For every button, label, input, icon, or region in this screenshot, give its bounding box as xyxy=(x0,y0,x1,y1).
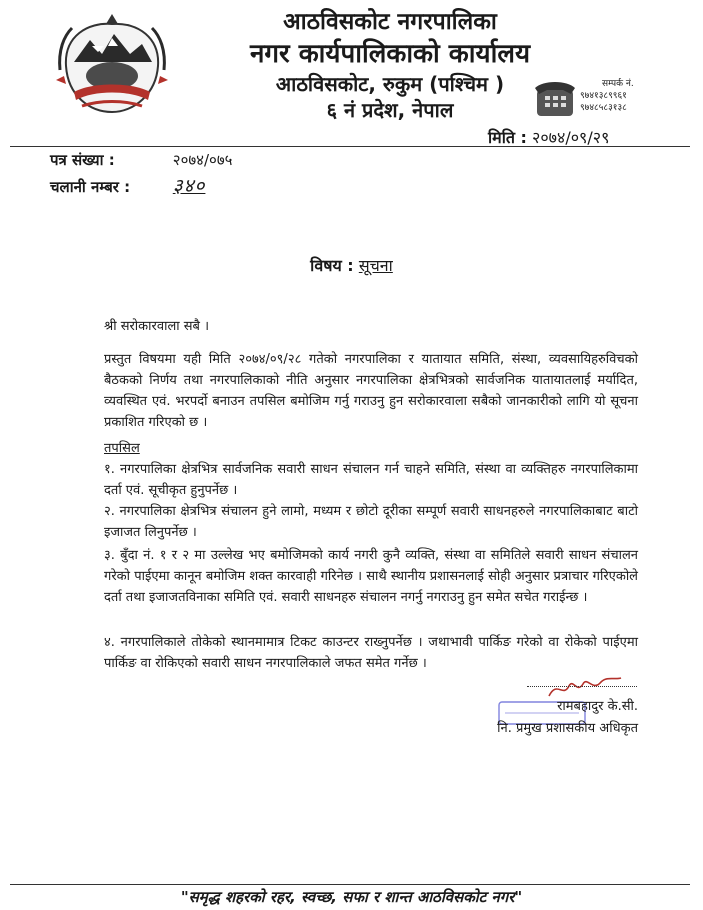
notice-paragraph: प्रस्तुत विषयमा यही मिति २०७४/०९/२८ गतेको नगरपालिका र यातायात समिति, संस्था, व्यवसायिहरुविचको बैठकको निर्णय तथा नगरपालिकाको नीति अनुसार नगरपालिका क्षेत्रभित्रको सार्वजनिक यातायातलाई मर्यादित, व्यवस्थित एवं. भरपर्दो बनाउन तपसिल बमोजिम गर्नु गराउनु हुन सरोकारवाला सबैको जानकारीको लागि यो सूचना प्रकाशित गरिएको छ । xyxy=(104,352,638,430)
patra-sankhya-value: २०७४/०७५ xyxy=(172,151,233,169)
patra-sankhya-row xyxy=(50,150,232,170)
subject-line xyxy=(0,254,703,276)
contact-phone-2: ९७४८५८३१३८ xyxy=(580,103,627,113)
footer-slogan: "समृद्ध शहरको रहर, स्वच्छ, सफा र शान्त आठविसकोट नगर" xyxy=(180,888,523,906)
date-value: २०७४/०९/२९ xyxy=(532,128,610,147)
contact-label: सम्पर्क नं. xyxy=(602,79,634,89)
signature-line xyxy=(527,686,637,687)
list-item: ३. बुँदा नं. १ र २ मा उल्लेख भए बमोजिमको कार्य नगरी कुनै व्यक्ति, संस्था वा समितिले सवारी साधन संचालन गरेको पाईएमा कानून बमोजिम शक्त कारवाही गरिनेछ । साथै स्थानीय प्रशासनलाई सोही अनुसार प्रत्राचार गरिएकोले दर्ता तथा इजाजतविनाका समिति एवं. सवारी साधनहरु संचालन नगर्नु नगराउनु हुन समेत सचेत गराईन्छ । xyxy=(104,548,638,605)
footer-divider xyxy=(10,884,690,885)
chalani-number-row xyxy=(50,172,205,198)
chalani-number-value: ३४० xyxy=(172,175,206,197)
list-item: २. नगरपालिका क्षेत्रभित्र संचालन हुने लामो, मध्यम र छोटो दूरीका सम्पूर्ण सवारी साधनहरुले नगरपालिकाबाट बाटो इजाजत लिनुपर्नेछ । xyxy=(104,504,638,540)
tapsil-heading: तपसिल xyxy=(104,441,140,456)
list-item: ४. नगरपालिकाले तोकेको स्थानमामात्र टिकट काउन्टर राख्नुपर्नेछ । जथाभावी पार्किङ गरेको वा रोकेको पाईएमा पार्किङ वा रोकिएको सवारी साधन नगरपालिकाले जफत समेत गर्नेछ । xyxy=(104,635,638,671)
telephone-icon xyxy=(533,78,577,118)
patra-sankhya-label: पत्र संख्या : xyxy=(50,151,115,169)
letterhead-office: नगर कार्यपालिकाको कार्यालय xyxy=(249,39,531,69)
signatory-title: नि. प्रमुख प्रशासकीय अधिकृत xyxy=(497,721,638,736)
contact-phone-1: ९७४१३८९९६१ xyxy=(580,91,627,101)
letterhead-municipality: आठविसकोट नगरपालिका xyxy=(283,9,497,35)
letterhead-location: आठविसकोट, रुकुम (पश्चिम ) xyxy=(275,72,505,96)
addressee: श्री सरोकारवाला सबै । xyxy=(104,319,210,334)
contact-block xyxy=(580,78,690,114)
subject-label: विषय : xyxy=(310,256,354,275)
date-label: मिति : xyxy=(488,128,527,147)
subject-value: सूचना xyxy=(358,256,393,275)
header-divider xyxy=(10,146,690,147)
letterhead-province: ६ नं प्रदेश, नेपाल xyxy=(326,98,454,122)
chalani-number-label: चलानी नम्बर : xyxy=(50,178,131,196)
list-item: १. नगरपालिका क्षेत्रभित्र सार्वजनिक सवारी साधन संचालन गर्न चाहने समिति, संस्था वा व्यक्तिहरु नगरपालिकामा दर्ता एवं. सूचीकृत हुनुपर्नेछ । xyxy=(104,462,638,498)
date-row xyxy=(488,126,609,148)
signatory-name: रामबहादुर के.सी. xyxy=(557,699,638,714)
